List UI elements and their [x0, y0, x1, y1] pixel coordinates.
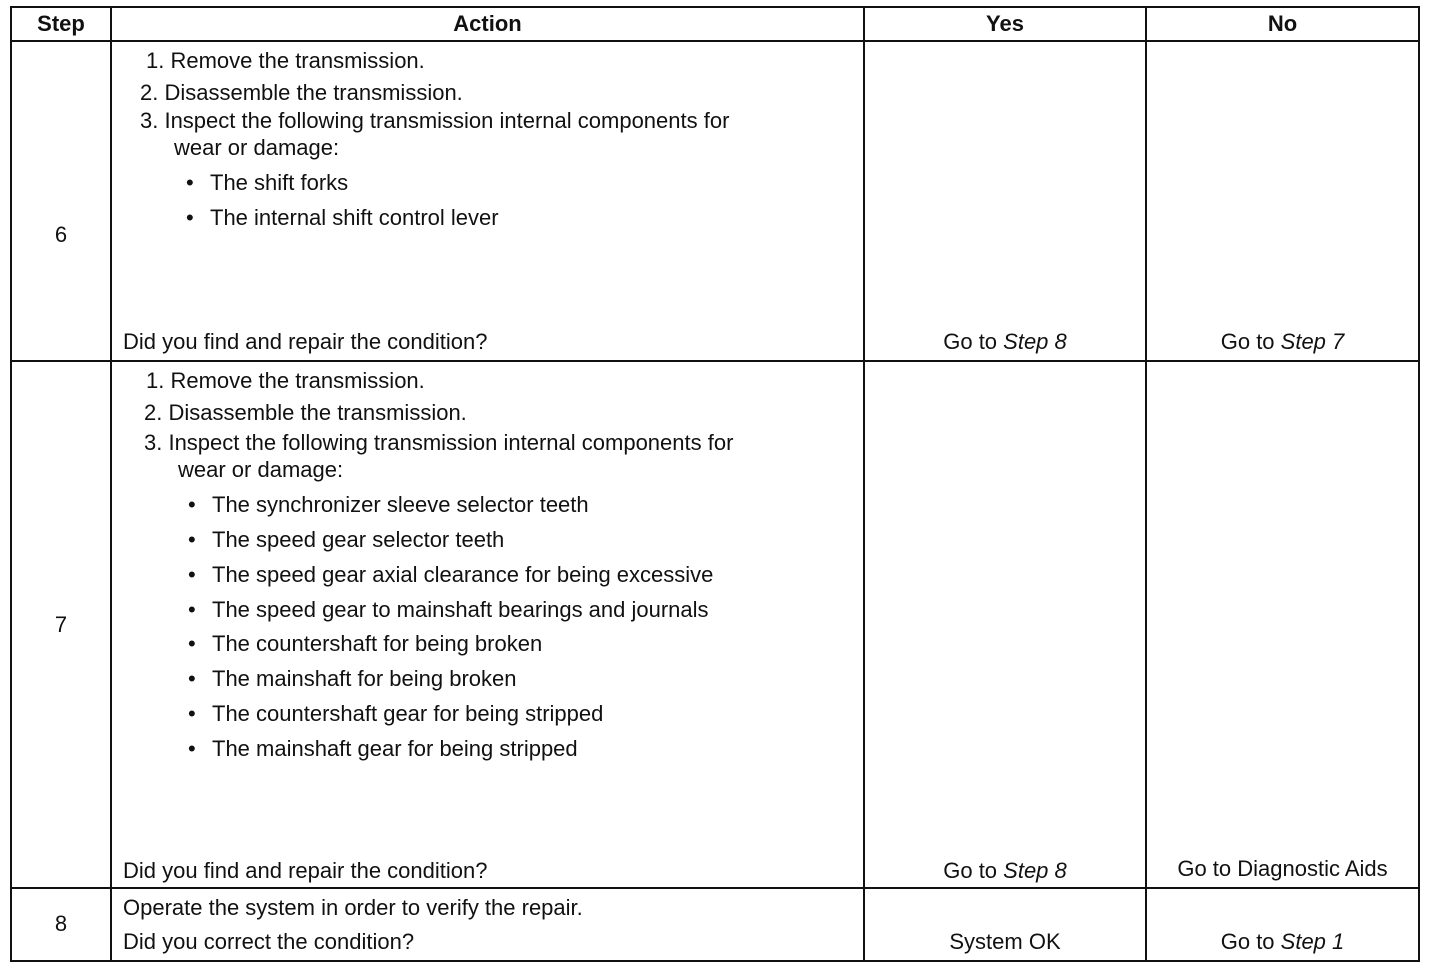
- header-no: No: [1267, 11, 1298, 36]
- list-item: 3. Inspect the following transmission internal components for: [144, 430, 734, 455]
- yes-answer: System OK: [949, 929, 1061, 954]
- list-item: • The countershaft for being broken: [188, 631, 542, 657]
- no-answer: Go to Step 7: [1220, 329, 1345, 354]
- list-item: • The synchronizer sleeve selector teeth: [188, 492, 589, 518]
- action-cell: [112, 889, 865, 960]
- list-item: 1. Remove the transmission.: [146, 368, 425, 393]
- no-cell: [1147, 42, 1418, 360]
- no-answer: Go to Diagnostic Aids: [1177, 856, 1388, 881]
- list-item-continuation: wear or damage:: [178, 457, 344, 482]
- action-cell: [112, 42, 865, 360]
- table-row: [12, 362, 1418, 889]
- yes-cell: [865, 889, 1147, 960]
- header-action: Action: [112, 8, 865, 40]
- list-item: 2. Disassemble the transmission.: [144, 400, 467, 425]
- list-item: 3. Inspect the following transmission internal components for: [140, 108, 730, 133]
- list-item-continuation: wear or damage:: [174, 135, 340, 160]
- yes-answer: Go to Step 8: [943, 329, 1067, 354]
- list-item: • The mainshaft for being broken: [188, 666, 517, 692]
- no-cell: [1147, 362, 1418, 887]
- no-answer: Go to Step 1: [1220, 929, 1345, 954]
- list-item: • The speed gear axial clearance for being excessive: [188, 562, 713, 588]
- question-text: Did you find and repair the condition?: [123, 858, 488, 883]
- yes-cell: [865, 42, 1147, 360]
- step-number: 6: [54, 222, 68, 247]
- question-text: Did you find and repair the condition?: [123, 329, 488, 354]
- list-item: • The countershaft gear for being stripped: [188, 701, 603, 727]
- question-text: Did you correct the condition?: [123, 929, 415, 954]
- list-item: • The internal shift control lever: [186, 205, 499, 231]
- list-item: 1. Remove the transmission.: [146, 48, 425, 73]
- step-number: 7: [54, 612, 68, 637]
- list-item: • The mainshaft gear for being stripped: [188, 736, 578, 762]
- yes-cell: [865, 362, 1147, 887]
- no-cell: [1147, 889, 1418, 960]
- list-item: 2. Disassemble the transmission.: [140, 80, 463, 105]
- yes-answer: Go to Step 8: [943, 858, 1067, 883]
- action-text: Operate the system in order to verify the repair.: [123, 895, 583, 920]
- diagnostic-table: [10, 6, 1420, 962]
- action-cell: [112, 362, 865, 887]
- list-item: • The speed gear to mainshaft bearings and journals: [188, 597, 709, 623]
- list-item: • The speed gear selector teeth: [188, 527, 504, 553]
- table-row: [12, 889, 1418, 960]
- table-header: [12, 8, 1418, 42]
- list-item: • The shift forks: [186, 170, 348, 196]
- header-step: Step: [12, 8, 112, 40]
- table-row: [12, 42, 1418, 362]
- step-number: 8: [54, 911, 68, 936]
- header-yes: Yes: [865, 8, 1147, 40]
